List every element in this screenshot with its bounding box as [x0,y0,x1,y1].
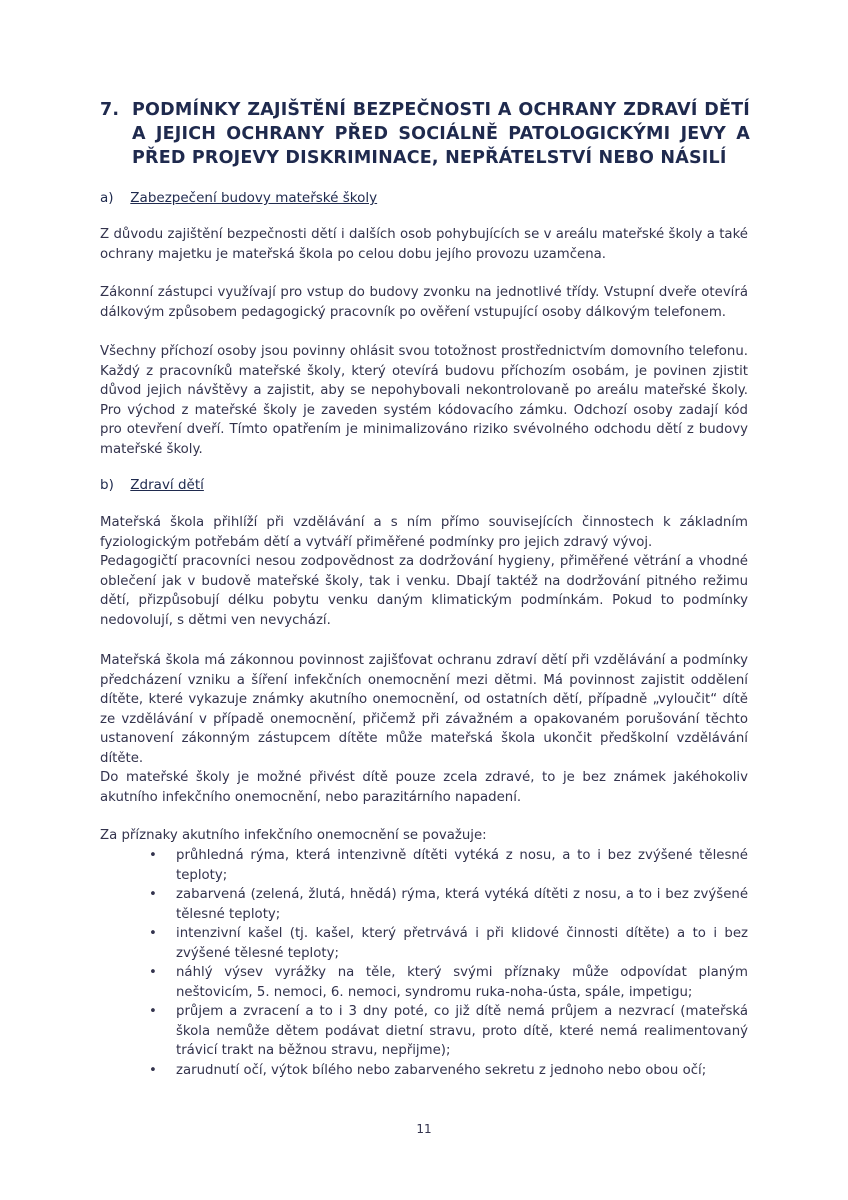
paragraph: Mateřská škola přihlíží při vzdělávání a s ním přímo souvisejících činnostech k základním fyziologickým potřebám dětí a vytváří přiměřené podmínky pro jejich zdravý vývoj. [100,515,748,550]
list-item: • intenzivní kašel (tj. kašel, který přetrvává i při klidové činnosti dítěte) a to i bez zvýšené tělesné teploty; [149,926,748,961]
bullet-icon: • [149,1004,157,1019]
paragraph: Pedagogičtí pracovníci nesou zodpovědnost za dodržování hygieny, přiměřené větrání a vhodné oblečení jak v budově mateřské školy, tak i venku. Dbají taktéž na dodržování pitného režimu dětí, přizpůsobují délku pobytu venku daným klimatickým podmínkám. Pokud to podmínky nedovolují, s dětmi ven nevychází. [100,554,748,628]
list-item: • průjem a zvracení a to i 3 dny poté, co již dítě nemá průjem a nezvrací (mateřská škola nemůže dětem podávat dietní stravu, proto dítě, které nemá realimentovaný trávicí trakt na běžnou stravu, nepřijme); [149,1004,748,1058]
bullet-icon: • [149,848,157,863]
page-number: 11 [416,1122,432,1136]
bullet-icon: • [149,965,157,980]
section-b-heading [100,477,204,493]
section-a-heading [100,190,377,206]
section-b-label: b) [100,477,114,493]
paragraph: Všechny příchozí osoby jsou povinny ohlásit svou totožnost prostřednictvím domovního telefonu. Každý z pracovníků mateřské školy, který otevírá budovu příchozím osobám, je povinen zjistit důvod jejich návštěvy a zajistit, aby se nepohybovali nekontrolovaně po areálu mateřské školy. Pro východ z mateřské školy je zaveden systém kódovacího zámku. Odchozí osoby zadají kód pro otevření dveří. Tímto opatřením je minimalizováno riziko svévolného odchodu dětí z budovy mateřské školy. [100,344,748,457]
paragraph: Do mateřské školy je možné přivést dítě pouze zcela zdravé, to je bez známek jakéhokoliv akutního infekčního onemocnění, nebo parazitárního napadení. [100,770,748,805]
paragraph: Za příznaky akutního infekčního onemocnění se považuje: [100,828,487,843]
section-a-label: a) [100,190,114,206]
chapter-title: PODMÍNKY ZAJIŠTĚNÍ BEZPEČNOSTI A OCHRANY ZDRAVÍ DĚTÍ A JEJICH OCHRANY PŘED SOCIÁLNĚ PATOLOGICKÝMI JEVY A PŘED PROJEVY DISKRIMINACE, NEPŘÁTELSTVÍ NEBO NÁSILÍ [132,100,750,168]
list-item: • průhledná rýma, která intenzivně dítěti vytéká z nosu, a to i bez zvýšené tělesné teploty; [149,848,748,883]
bullet-icon: • [149,1062,157,1078]
bullet-icon: • [149,887,157,902]
bullet-icon: • [149,926,157,941]
chapter-number: 7. [100,100,120,120]
list-item: • zabarvená (zelená, žlutá, hnědá) rýma, která vytéká dítěti z nosu, a to i bez zvýšené tělesné teploty; [149,887,748,922]
paragraph: Mateřská škola má zákonnou povinnost zajišťovat ochranu zdraví dětí při vzdělávání a podmínky předcházení vzniku a šíření infekčních onemocnění mezi dětmi. Má povinnost zajistit oddělení dítěte, které vykazuje známky akutního onemocnění, od ostatních dětí, případně „vyloučit“ dítě ze vzdělávání v případě onemocnění, přičemž při závažném a opakovaném porušování těchto ustanovení zákonným zástupcem dítěte může mateřská škola ukončit předškolní vzdělávání dítěte. [100,653,748,766]
paragraph: Z důvodu zajištění bezpečnosti dětí i dalších osob pohybujících se v areálu mateřské školy a také ochrany majetku je mateřská škola po celou dobu jejího provozu uzamčena. [100,227,748,262]
chapter-heading [100,98,750,170]
paragraph: Zákonní zástupci využívají pro vstup do budovy zvonku na jednotlivé třídy. Vstupní dveře otevírá dálkovým způsobem pedagogický pracovník po ověření vstupující osoby dálkovým telefonem. [100,285,748,320]
section-a-title: Zabezpečení budovy mateřské školy [130,190,378,206]
list-item: • zarudnutí očí, výtok bílého nebo zabarveného sekretu z jednoho nebo obou očí; [100,1061,748,1081]
symptom-list [100,846,748,1080]
section-b-title: Zdraví dětí [130,477,204,493]
list-item: • náhlý výsev vyrážky na těle, který svými příznaky může odpovídat planým neštovicím, 5. nemoci, 6. nemoci, syndromu ruka-noha-ústa, spále, impetigu; [149,965,748,1000]
